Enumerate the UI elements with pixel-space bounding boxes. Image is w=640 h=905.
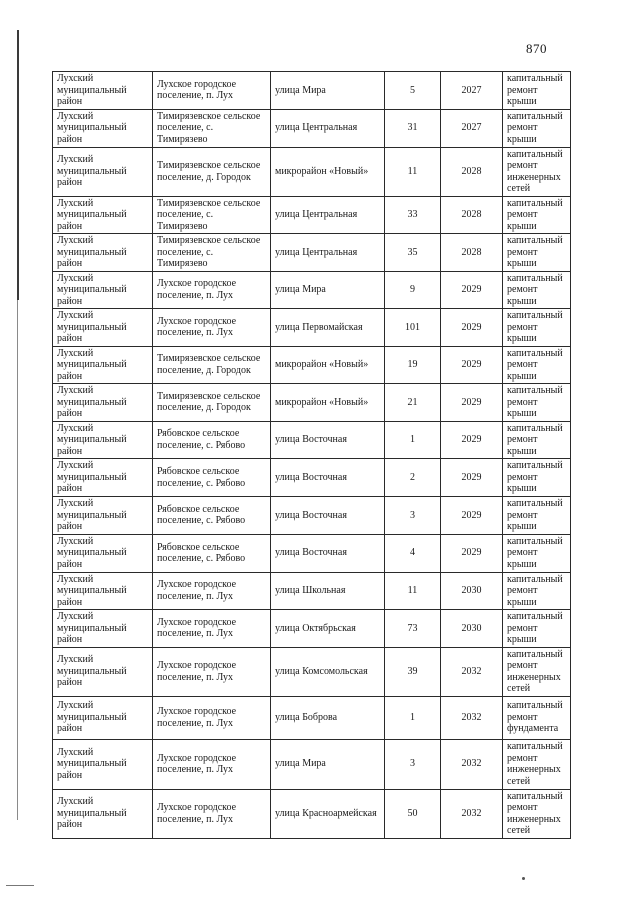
cell-house-number: 50 bbox=[385, 789, 441, 838]
cell-settlement: Лухское городское поселение, п. Лух bbox=[153, 72, 271, 110]
cell-district: Лухский муниципальный район bbox=[53, 572, 153, 610]
cell-settlement: Рябовское сельское поселение, с. Рябово bbox=[153, 459, 271, 497]
cell-year: 2029 bbox=[441, 271, 503, 309]
table-row bbox=[53, 789, 571, 838]
cell-house-number: 33 bbox=[385, 196, 441, 234]
cell-settlement: Тимирязевское сельское поселение, д. Городок bbox=[153, 384, 271, 422]
cell-year: 2027 bbox=[441, 109, 503, 147]
cell-settlement: Рябовское сельское поселение, с. Рябово bbox=[153, 497, 271, 535]
cell-year: 2032 bbox=[441, 789, 503, 838]
cell-year: 2028 bbox=[441, 196, 503, 234]
cell-settlement: Тимирязевское сельское поселение, с. Тимирязево bbox=[153, 234, 271, 272]
cell-house-number: 5 bbox=[385, 72, 441, 110]
cell-work-type: капитальный ремонт инженерных сетей bbox=[503, 789, 571, 838]
cell-work-type: капитальный ремонт фундамента bbox=[503, 696, 571, 739]
cell-year: 2030 bbox=[441, 572, 503, 610]
cell-house-number: 31 bbox=[385, 109, 441, 147]
cell-house-number: 3 bbox=[385, 497, 441, 535]
cell-street: улица Красноармейская bbox=[271, 789, 385, 838]
cell-house-number: 9 bbox=[385, 271, 441, 309]
cell-year: 2029 bbox=[441, 309, 503, 347]
cell-settlement: Лухское городское поселение, п. Лух bbox=[153, 309, 271, 347]
cell-settlement: Лухское городское поселение, п. Лух bbox=[153, 647, 271, 696]
cell-house-number: 21 bbox=[385, 384, 441, 422]
cell-house-number: 39 bbox=[385, 647, 441, 696]
cell-district: Лухский муниципальный район bbox=[53, 534, 153, 572]
cell-street: улица Мира bbox=[271, 72, 385, 110]
table-row bbox=[53, 72, 571, 110]
cell-year: 2029 bbox=[441, 346, 503, 384]
cell-district: Лухский муниципальный район bbox=[53, 271, 153, 309]
cell-district: Лухский муниципальный район bbox=[53, 459, 153, 497]
cell-street: микрорайон «Новый» bbox=[271, 147, 385, 196]
cell-house-number: 1 bbox=[385, 421, 441, 459]
table-row bbox=[53, 384, 571, 422]
cell-work-type: капитальный ремонт крыши bbox=[503, 196, 571, 234]
table-row bbox=[53, 346, 571, 384]
cell-work-type: капитальный ремонт инженерных сетей bbox=[503, 647, 571, 696]
cell-house-number: 4 bbox=[385, 534, 441, 572]
cell-year: 2029 bbox=[441, 459, 503, 497]
cell-street: улица Школьная bbox=[271, 572, 385, 610]
cell-settlement: Лухское городское поселение, п. Лух bbox=[153, 789, 271, 838]
cell-street: улица Мира bbox=[271, 271, 385, 309]
cell-year: 2029 bbox=[441, 534, 503, 572]
cell-work-type: капитальный ремонт крыши bbox=[503, 72, 571, 110]
cell-settlement: Тимирязевское сельское поселение, д. Городок bbox=[153, 346, 271, 384]
cell-year: 2030 bbox=[441, 610, 503, 648]
table-row bbox=[53, 696, 571, 739]
cell-year: 2029 bbox=[441, 497, 503, 535]
cell-settlement: Лухское городское поселение, п. Лух bbox=[153, 739, 271, 789]
cell-house-number: 11 bbox=[385, 572, 441, 610]
cell-street: микрорайон «Новый» bbox=[271, 346, 385, 384]
cell-street: улица Восточная bbox=[271, 421, 385, 459]
cell-settlement: Лухское городское поселение, п. Лух bbox=[153, 572, 271, 610]
cell-year: 2029 bbox=[441, 421, 503, 459]
cell-street: улица Первомайская bbox=[271, 309, 385, 347]
cell-house-number: 101 bbox=[385, 309, 441, 347]
cell-house-number: 11 bbox=[385, 147, 441, 196]
cell-work-type: капитальный ремонт крыши bbox=[503, 271, 571, 309]
table-row bbox=[53, 572, 571, 610]
scan-left-rule bbox=[17, 30, 19, 300]
cell-settlement: Лухское городское поселение, п. Лух bbox=[153, 696, 271, 739]
cell-street: улица Восточная bbox=[271, 534, 385, 572]
scan-left-rule-lower bbox=[17, 300, 18, 820]
cell-house-number: 19 bbox=[385, 346, 441, 384]
cell-work-type: капитальный ремонт крыши bbox=[503, 497, 571, 535]
cell-district: Лухский муниципальный район bbox=[53, 384, 153, 422]
cell-year: 2028 bbox=[441, 147, 503, 196]
cell-house-number: 2 bbox=[385, 459, 441, 497]
cell-settlement: Тимирязевское сельское поселение, д. Городок bbox=[153, 147, 271, 196]
cell-year: 2032 bbox=[441, 696, 503, 739]
cell-house-number: 35 bbox=[385, 234, 441, 272]
cell-work-type: капитальный ремонт крыши bbox=[503, 346, 571, 384]
table-row bbox=[53, 271, 571, 309]
cell-house-number: 1 bbox=[385, 696, 441, 739]
cell-settlement: Тимирязевское сельское поселение, с. Тимирязево bbox=[153, 196, 271, 234]
cell-district: Лухский муниципальный район bbox=[53, 109, 153, 147]
cell-street: улица Центральная bbox=[271, 234, 385, 272]
cell-district: Лухский муниципальный район bbox=[53, 234, 153, 272]
cell-settlement: Рябовское сельское поселение, с. Рябово bbox=[153, 421, 271, 459]
cell-work-type: капитальный ремонт крыши bbox=[503, 234, 571, 272]
cell-settlement: Тимирязевское сельское поселение, с. Тимирязево bbox=[153, 109, 271, 147]
cell-district: Лухский муниципальный район bbox=[53, 647, 153, 696]
cell-street: улица Боброва bbox=[271, 696, 385, 739]
cell-work-type: капитальный ремонт крыши bbox=[503, 534, 571, 572]
table-row bbox=[53, 497, 571, 535]
table-row bbox=[53, 739, 571, 789]
cell-district: Лухский муниципальный район bbox=[53, 497, 153, 535]
table-row bbox=[53, 647, 571, 696]
table-row bbox=[53, 309, 571, 347]
cell-year: 2032 bbox=[441, 739, 503, 789]
cell-street: микрорайон «Новый» bbox=[271, 384, 385, 422]
cell-year: 2032 bbox=[441, 647, 503, 696]
table-row bbox=[53, 234, 571, 272]
cell-district: Лухский муниципальный район bbox=[53, 610, 153, 648]
cell-settlement: Лухское городское поселение, п. Лух bbox=[153, 271, 271, 309]
cell-district: Лухский муниципальный район bbox=[53, 421, 153, 459]
cell-street: улица Восточная bbox=[271, 497, 385, 535]
scan-bottom-mark bbox=[6, 885, 34, 886]
cell-district: Лухский муниципальный район bbox=[53, 309, 153, 347]
cell-district: Лухский муниципальный район bbox=[53, 696, 153, 739]
table-row bbox=[53, 610, 571, 648]
cell-street: улица Центральная bbox=[271, 109, 385, 147]
cell-year: 2027 bbox=[441, 72, 503, 110]
cell-work-type: капитальный ремонт крыши bbox=[503, 610, 571, 648]
cell-street: улица Октябрьская bbox=[271, 610, 385, 648]
cell-district: Лухский муниципальный район bbox=[53, 72, 153, 110]
cell-work-type: капитальный ремонт крыши bbox=[503, 384, 571, 422]
table-row bbox=[53, 421, 571, 459]
table-row bbox=[53, 147, 571, 196]
table-row bbox=[53, 534, 571, 572]
cell-street: улица Комсомольская bbox=[271, 647, 385, 696]
cell-district: Лухский муниципальный район bbox=[53, 739, 153, 789]
cell-year: 2028 bbox=[441, 234, 503, 272]
scan-dot-mark bbox=[522, 877, 525, 880]
cell-district: Лухский муниципальный район bbox=[53, 147, 153, 196]
cell-settlement: Лухское городское поселение, п. Лух bbox=[153, 610, 271, 648]
cell-district: Лухский муниципальный район bbox=[53, 789, 153, 838]
cell-work-type: капитальный ремонт крыши bbox=[503, 421, 571, 459]
table-row bbox=[53, 196, 571, 234]
cell-district: Лухский муниципальный район bbox=[53, 196, 153, 234]
cell-street: улица Восточная bbox=[271, 459, 385, 497]
cell-street: улица Мира bbox=[271, 739, 385, 789]
cell-house-number: 73 bbox=[385, 610, 441, 648]
table-row bbox=[53, 459, 571, 497]
cell-work-type: капитальный ремонт инженерных сетей bbox=[503, 147, 571, 196]
cell-work-type: капитальный ремонт крыши bbox=[503, 572, 571, 610]
cell-work-type: капитальный ремонт инженерных сетей bbox=[503, 739, 571, 789]
cell-work-type: капитальный ремонт крыши bbox=[503, 109, 571, 147]
cell-street: улица Центральная bbox=[271, 196, 385, 234]
cell-work-type: капитальный ремонт крыши bbox=[503, 309, 571, 347]
table-row bbox=[53, 109, 571, 147]
cell-work-type: капитальный ремонт крыши bbox=[503, 459, 571, 497]
buildings-repair-table bbox=[52, 71, 571, 839]
cell-district: Лухский муниципальный район bbox=[53, 346, 153, 384]
cell-settlement: Рябовское сельское поселение, с. Рябово bbox=[153, 534, 271, 572]
cell-year: 2029 bbox=[441, 384, 503, 422]
page-number: 870 bbox=[526, 41, 547, 56]
cell-house-number: 3 bbox=[385, 739, 441, 789]
